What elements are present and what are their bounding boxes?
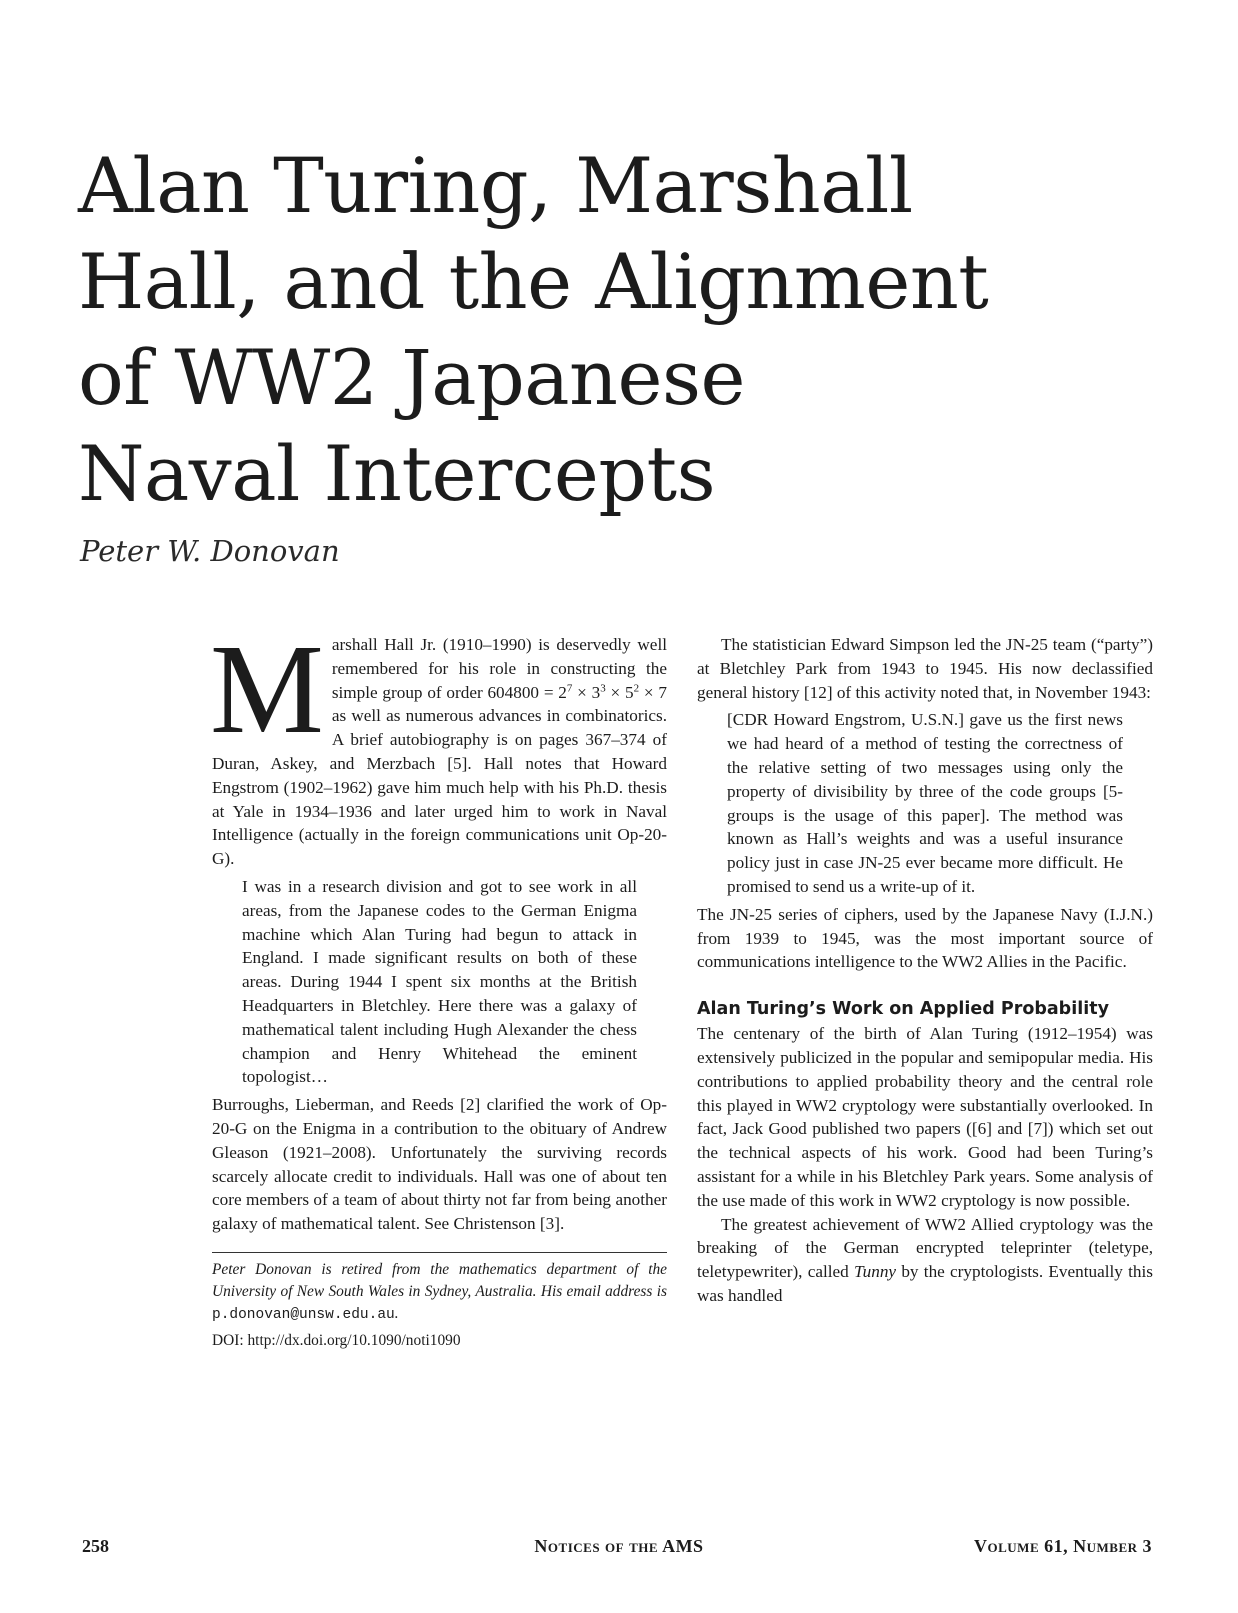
title-line: of WW2 Japanese	[78, 333, 745, 422]
author-note-text: Peter Donovan is retired from the mathematics department of the University of New South Wales in Sydney, Australia. His email address is	[212, 1260, 667, 1300]
body-text: by the cryptologists. Eventually this was handled	[697, 1262, 1153, 1305]
journal-name: Notices of the AMS	[534, 1536, 704, 1556]
author-email[interactable]: p.donovan@unsw.edu.au	[212, 1306, 395, 1323]
body-text: The greatest achievement of WW2 Allied cryptology was the breaking of the German encrypted teleprinter (teletype, teletypewriter), called	[697, 1214, 1153, 1282]
title-line: Hall, and the Alignment	[78, 237, 989, 326]
author-name: Peter W. Donovan	[80, 534, 340, 568]
volume-info: Volume 61, Number 3	[974, 1536, 1152, 1556]
exponent: 3	[600, 681, 606, 694]
title-line: Naval Intercepts	[78, 429, 716, 518]
tunny-term: Tunny	[854, 1262, 897, 1282]
body-paragraph: The JN-25 series of ciphers, used by the Japanese Navy (I.J.N.) from 1939 to 1945, was the most important source of communications intelligence to the WW2 Allies in the Pacific.	[697, 904, 1153, 972]
body-paragraph: The centenary of the birth of Alan Turing (1912–1954) was extensively publicized in the popular and semipopular media. His contributions to applied probability theory and the central role this played in WW2 cryptology were substantially overlooked. In fact, Jack Good published two papers ([6] and [7]) which set out the technical aspects of his work. Good had been Turing’s assistant for a while in his Bletchley Park years. Some analysis of the use made of this work in WW2 cryptology is now possible.	[697, 1024, 1153, 1210]
simpson-quote: [CDR Howard Engstrom, U.S.N.] gave us the first news we had heard of a method of testing the correctness of the relative setting of two messages using only the property of divisibility by three of the code groups [5-groups is the usage of this paper]. The method was known as Hall’s weights and was a useful insurance policy just in case JN-25 ever became more difficult. He promised to send us a write-up of it.	[727, 710, 1123, 896]
title-line: Alan Turing, Marshall	[78, 141, 913, 230]
body-paragraph: The statistician Edward Simpson led the JN-25 team (“party”) at Bletchley Park from 1943 to 1945. His now declassified general history [12] of this activity noted that, in November 1943:	[697, 635, 1153, 702]
doi-link[interactable]: DOI: http://dx.doi.org/10.1090/noti1090	[212, 1331, 461, 1349]
page-number: 258	[82, 1536, 109, 1556]
intro-text: × 3	[572, 682, 601, 702]
intro-text: arshall Hall Jr. (1910–1990) is deservedly well remembered for his role in constructing the simple group of order 604800 = 2	[331, 635, 667, 702]
author-note	[212, 1259, 667, 1326]
section-heading: Alan Turing’s Work on Applied Probability	[697, 999, 1109, 1020]
author-note-end: .	[394, 1304, 399, 1322]
exponent: 2	[633, 681, 640, 694]
body-paragraph	[697, 1213, 1153, 1308]
exponent: 7	[566, 681, 573, 694]
hall-quote: I was in a research division and got to see work in all areas, from the Japanese codes to the German Enigma machine which Alan Turing had begun to attack in England. I made significant results on both of these areas. During 1944 I spent six months at the British Headquarters in Bletchley. Here there was a galaxy of mathematical talent including Hugh Alexander the chess champion and Henry Whitehead the eminent topologist…	[242, 876, 637, 1087]
intro-paragraph	[210, 618, 668, 871]
left-column	[210, 618, 668, 1352]
body-paragraph: Burroughs, Lieberman, and Reeds [2] clarified the work of Op-20-G on the Enigma in a contribution to the obituary of Andrew Gleason (1921–2008). Unfortunately the surviving records scarcely allocate credit to individuals. Hall was one of about ten core members of a team of about thirty not far from being another galaxy of mathematical talent. See Christenson [3].	[212, 1095, 667, 1234]
footnote	[212, 1252, 667, 1352]
intro-text: × 7 as well as numerous advances in combinatorics. A brief autobiography is on pages 367–374 of Duran, Askey, and Merzbach [5]. Hall notes that Howard Engstrom (1902–1962) gave him much help with his Ph.D. thesis at Yale in 1934–1936 and later urged him to work in Naval Intelligence (actually in the foreign communications unit Op-20-G).	[212, 682, 668, 869]
intro-text: × 5	[605, 682, 634, 702]
right-column	[697, 633, 1153, 1308]
drop-cap: M	[210, 618, 324, 760]
article-title	[78, 138, 1178, 522]
